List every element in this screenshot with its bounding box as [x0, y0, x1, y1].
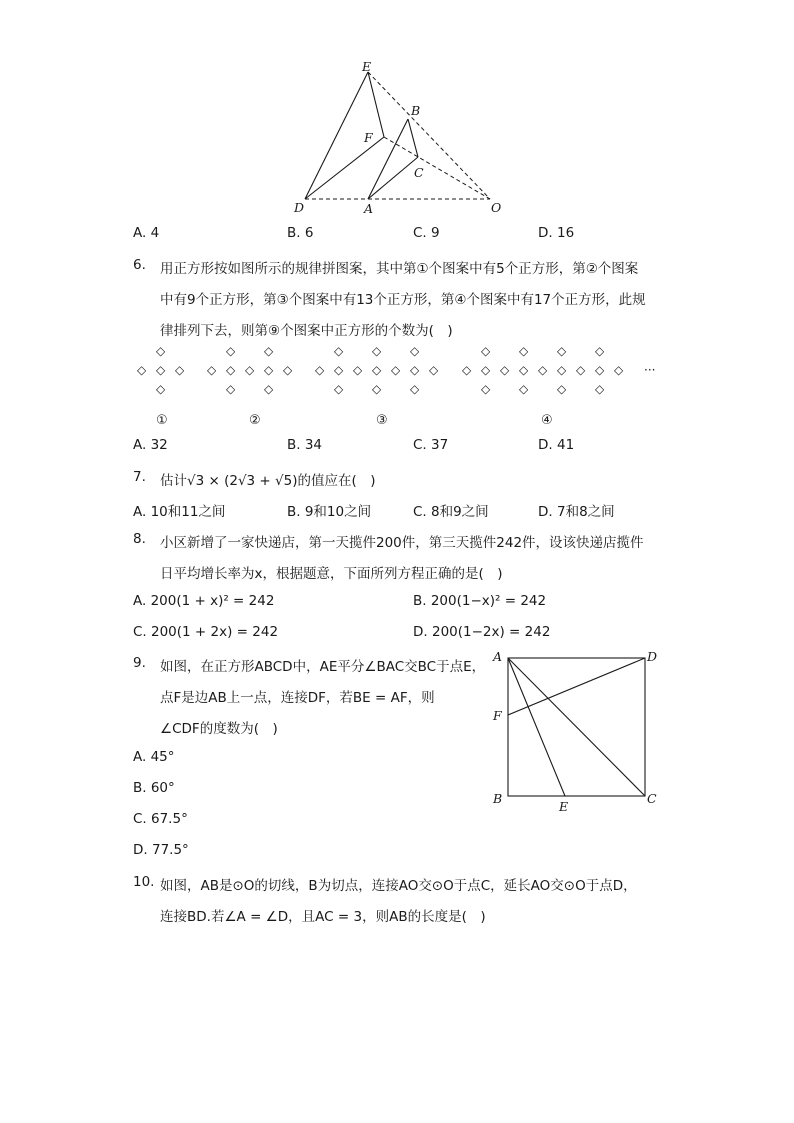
pattern-label-3: ③: [376, 413, 388, 428]
q6-number: 6.: [133, 257, 146, 273]
q7-text: 估计√3 × (2√3 + √5)的值应在( ): [160, 473, 376, 489]
q6-option-b[interactable]: B. 34: [287, 437, 323, 453]
q10-line-2: 连接BD.若∠A = ∠D，且AC = 3，则AB的长度是( ): [160, 909, 486, 925]
diamond-icon: ◇: [410, 344, 420, 358]
diamond-icon: ◇: [576, 363, 586, 377]
diamond-icon: ◇: [614, 363, 624, 377]
q7-option-d[interactable]: D. 7和8之间: [538, 504, 615, 520]
diamond-icon: ◇: [372, 344, 382, 358]
diamond-icon: ◇: [156, 382, 166, 396]
q5-option-c[interactable]: C. 9: [413, 225, 440, 241]
diamond-icon: ◇: [156, 344, 166, 358]
label-E: E: [559, 799, 569, 814]
dash-EO: [368, 72, 490, 199]
edge-BC: [408, 119, 418, 157]
diamond-icon: ◇: [595, 363, 605, 377]
pattern-ellipsis: ···: [644, 363, 656, 377]
diamond-icon: ◇: [519, 363, 529, 377]
diamond-icon: ◇: [481, 363, 491, 377]
diamond-icon: ◇: [391, 363, 401, 377]
label-A: A: [493, 649, 503, 664]
diamond-icon: ◇: [595, 344, 605, 358]
diamond-icon: ◇: [353, 363, 363, 377]
q8-line-1: 小区新增了一家快递店，第一天揽件200件，第三天揽件242件，设该快递店揽件: [160, 535, 644, 551]
q8-option-a[interactable]: A. 200(1 + x)² = 242: [133, 593, 275, 609]
diamond-icon: ◇: [264, 382, 274, 396]
q8-option-d[interactable]: D. 200(1−2x) = 242: [413, 624, 551, 640]
diamond-icon: ◇: [207, 363, 217, 377]
q7-option-b[interactable]: B. 9和10之间: [287, 504, 372, 520]
label-F: F: [493, 708, 502, 723]
diamond-icon: ◇: [538, 363, 548, 377]
diamond-icon: ◇: [410, 363, 420, 377]
q8-option-c[interactable]: C. 200(1 + 2x) = 242: [133, 624, 279, 640]
q5-option-d[interactable]: D. 16: [538, 225, 575, 241]
q9-line-3: ∠CDF的度数为( ): [160, 721, 278, 737]
q5-option-a[interactable]: A. 4: [133, 225, 160, 241]
q6-line-3: 律排列下去，则第⑨个图案中正方形的个数为( ): [160, 323, 453, 339]
diamond-icon: ◇: [334, 382, 344, 396]
q9-option-a[interactable]: A. 45°: [133, 749, 175, 765]
diamond-icon: ◇: [595, 382, 605, 396]
pattern-label-2: ②: [249, 413, 261, 428]
diamond-icon: ◇: [557, 344, 567, 358]
edge-ED: [305, 72, 368, 199]
label-D: D: [294, 200, 305, 215]
label-A: A: [364, 201, 374, 216]
diamond-icon: ◇: [462, 363, 472, 377]
diamond-icon: ◇: [372, 382, 382, 396]
q5-option-b[interactable]: B. 6: [287, 225, 314, 241]
label-F: F: [364, 130, 373, 145]
q6-option-a[interactable]: A. 32: [133, 437, 168, 453]
pattern-label-4: ④: [541, 413, 553, 428]
segment-AE: [508, 658, 565, 796]
q6-option-c[interactable]: C. 37: [413, 437, 449, 453]
diamond-icon: ◇: [137, 363, 147, 377]
diamond-icon: ◇: [334, 363, 344, 377]
diamond-icon: ◇: [283, 363, 293, 377]
q7-number: 7.: [133, 469, 146, 485]
edge-BA: [368, 119, 408, 199]
dash-FO: [384, 137, 490, 199]
label-E: E: [362, 59, 372, 74]
q6-option-d[interactable]: D. 41: [538, 437, 575, 453]
q9-line-1: 如图，在正方形ABCD中，AE平分∠BAC交BC于点E，: [160, 659, 486, 675]
diamond-icon: ◇: [557, 363, 567, 377]
label-B: B: [411, 103, 421, 118]
edge-EF: [368, 72, 384, 137]
q9-number: 9.: [133, 655, 146, 671]
q8-line-2: 日平均增长率为x，根据题意，下面所列方程正确的是( ): [160, 566, 503, 582]
diamond-icon: ◇: [410, 382, 420, 396]
diamond-icon: ◇: [226, 363, 236, 377]
pattern-label-1: ①: [156, 413, 168, 428]
q7-option-c[interactable]: C. 8和9之间: [413, 504, 489, 520]
diamond-icon: ◇: [519, 382, 529, 396]
diamond-icon: ◇: [519, 344, 529, 358]
diamond-icon: ◇: [226, 344, 236, 358]
edge-CA: [368, 157, 418, 199]
q5-figure: [280, 55, 510, 220]
diagonal-AC: [508, 658, 645, 796]
diamond-icon: ◇: [557, 382, 567, 396]
diamond-icon: ◇: [481, 344, 491, 358]
label-B: B: [493, 791, 503, 806]
q9-line-2: 点F是边AB上一点，连接DF，若BE = AF，则: [160, 690, 435, 706]
q9-option-c[interactable]: C. 67.5°: [133, 811, 188, 827]
label-D: D: [647, 649, 658, 664]
q9-figure: [485, 645, 665, 820]
diamond-icon: ◇: [481, 382, 491, 396]
diamond-icon: ◇: [372, 363, 382, 377]
diamond-icon: ◇: [315, 363, 325, 377]
q8-option-b[interactable]: B. 200(1−x)² = 242: [413, 593, 547, 609]
diamond-icon: ◇: [226, 382, 236, 396]
q9-option-d[interactable]: D. 77.5°: [133, 842, 189, 858]
q7-option-a[interactable]: A. 10和11之间: [133, 504, 226, 520]
q9-option-b[interactable]: B. 60°: [133, 780, 175, 796]
q6-line-1: 用正方形按如图所示的规律拼图案，其中第①个图案中有5个正方形，第②个图案: [160, 261, 639, 277]
q6-line-2: 中有9个正方形，第③个图案中有13个正方形，第④个图案中有17个正方形，此规: [160, 292, 646, 308]
q8-number: 8.: [133, 531, 146, 547]
label-C: C: [647, 791, 657, 806]
diamond-icon: ◇: [175, 363, 185, 377]
diamond-icon: ◇: [500, 363, 510, 377]
diamond-icon: ◇: [264, 344, 274, 358]
diamond-icon: ◇: [245, 363, 255, 377]
label-C: C: [414, 165, 424, 180]
diamond-icon: ◇: [264, 363, 274, 377]
q10-line-1: 如图，AB是⊙O的切线，B为切点，连接AO交⊙O于点C，延长AO交⊙O于点D，: [160, 878, 637, 894]
diamond-icon: ◇: [334, 344, 344, 358]
segment-FD: [508, 658, 645, 715]
q10-number: 10.: [133, 874, 155, 890]
label-O: O: [491, 200, 502, 215]
diamond-icon: ◇: [156, 363, 166, 377]
diamond-icon: ◇: [429, 363, 439, 377]
